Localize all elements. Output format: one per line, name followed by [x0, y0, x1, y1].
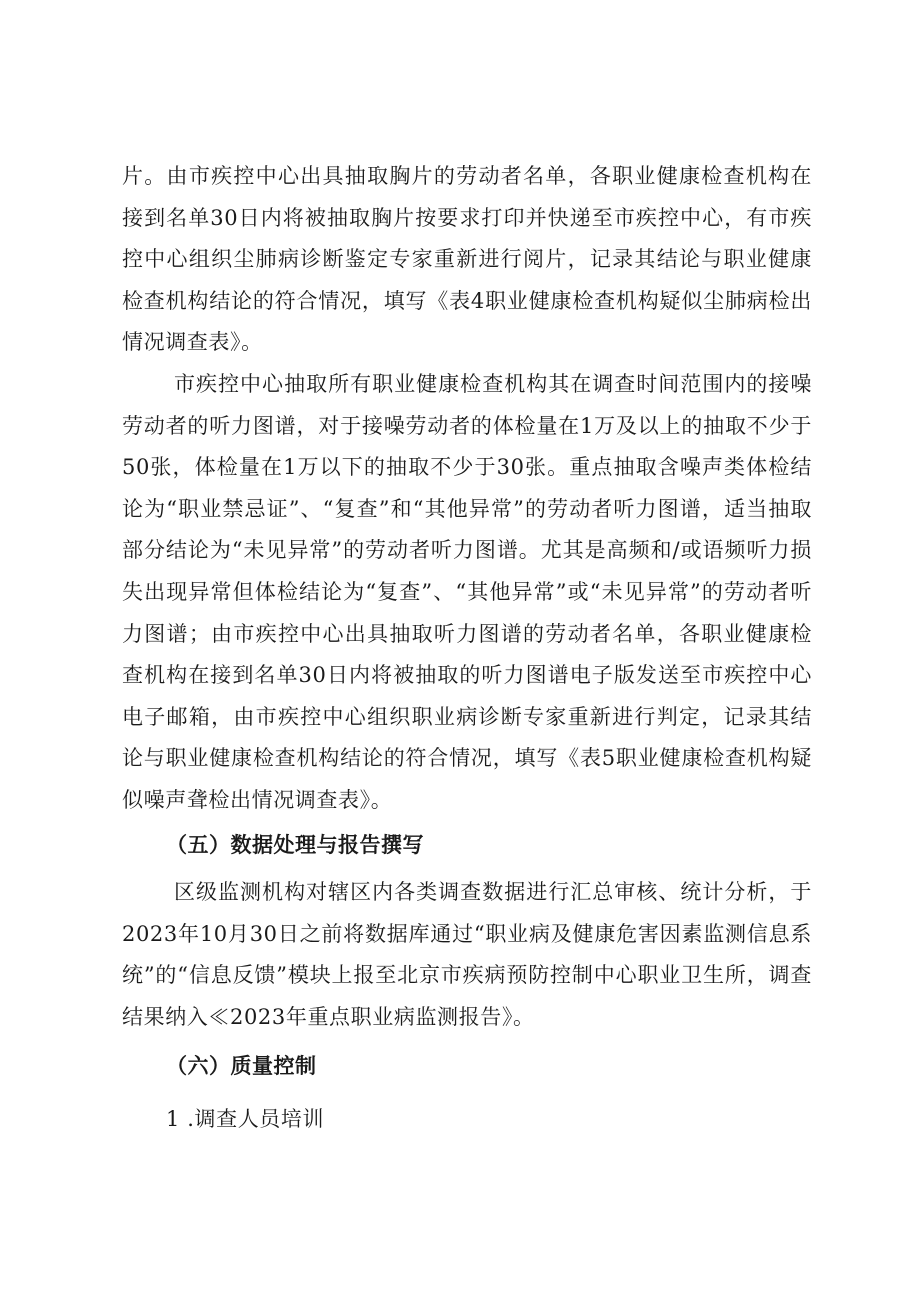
body-paragraph: 片。由市疾控中心出具抽取胸片的劳动者名单，各职业健康检查机构在接到名单30日内将被抽取胸片按要求打印并快递至市疾控中心，有市疾控中心组织尘肺病诊断鉴定专家重新进行阅片，记录其结论与职业健康检查机构结论的符合情况，填写《表4职业健康检查机构疑似尘肺病检出情况调查表》。: [122, 164, 812, 355]
body-paragraph: 区级监测机构对辖区内各类调查数据进行汇总审核、统计分析，于2023年10月30日之前将数据库通过“职业病及健康危害因素监测信息系统”的“信息反馈”模块上报至北京市疾病预防控制中心职业卫生所，调查结果纳入≪2023年重点职业病监测报告》。: [122, 880, 812, 1029]
section-heading: （六）质量控制: [166, 1054, 317, 1078]
numbered-item: 1 .调查人员培训: [166, 1107, 325, 1131]
body-paragraph: 市疾控中心抽取所有职业健康检查机构其在调查时间范围内的接噪劳动者的听力图谱，对于接噪劳动者的体检量在1万及以上的抽取不少于50张，体检量在1万以下的抽取不少于30张。重点抽取含噪声类体检结论为“职业禁忌证”、“复查”和“其他异常”的劳动者听力图谱，适当抽取部分结论为“未见异常”的劳动者听力图谱。尤其是高频和/或语频听力损失出现异常但体检结论为“复查”、“其他异常”或“未见异常”的劳动者听力图谱；由市疾控中心出具抽取听力图谱的劳动者名单，各职业健康检查机构在接到名单30日内将被抽取的听力图谱电子版发送至市疾控中心电子邮箱，由市疾控中心组织职业病诊断专家重新进行判定，记录其结论与职业健康检查机构结论的符合情况，填写《表5职业健康检查机构疑似噪声聋检出情况调查表》。: [122, 372, 812, 812]
section-heading: （五）数据处理与报告撰写: [166, 833, 424, 857]
